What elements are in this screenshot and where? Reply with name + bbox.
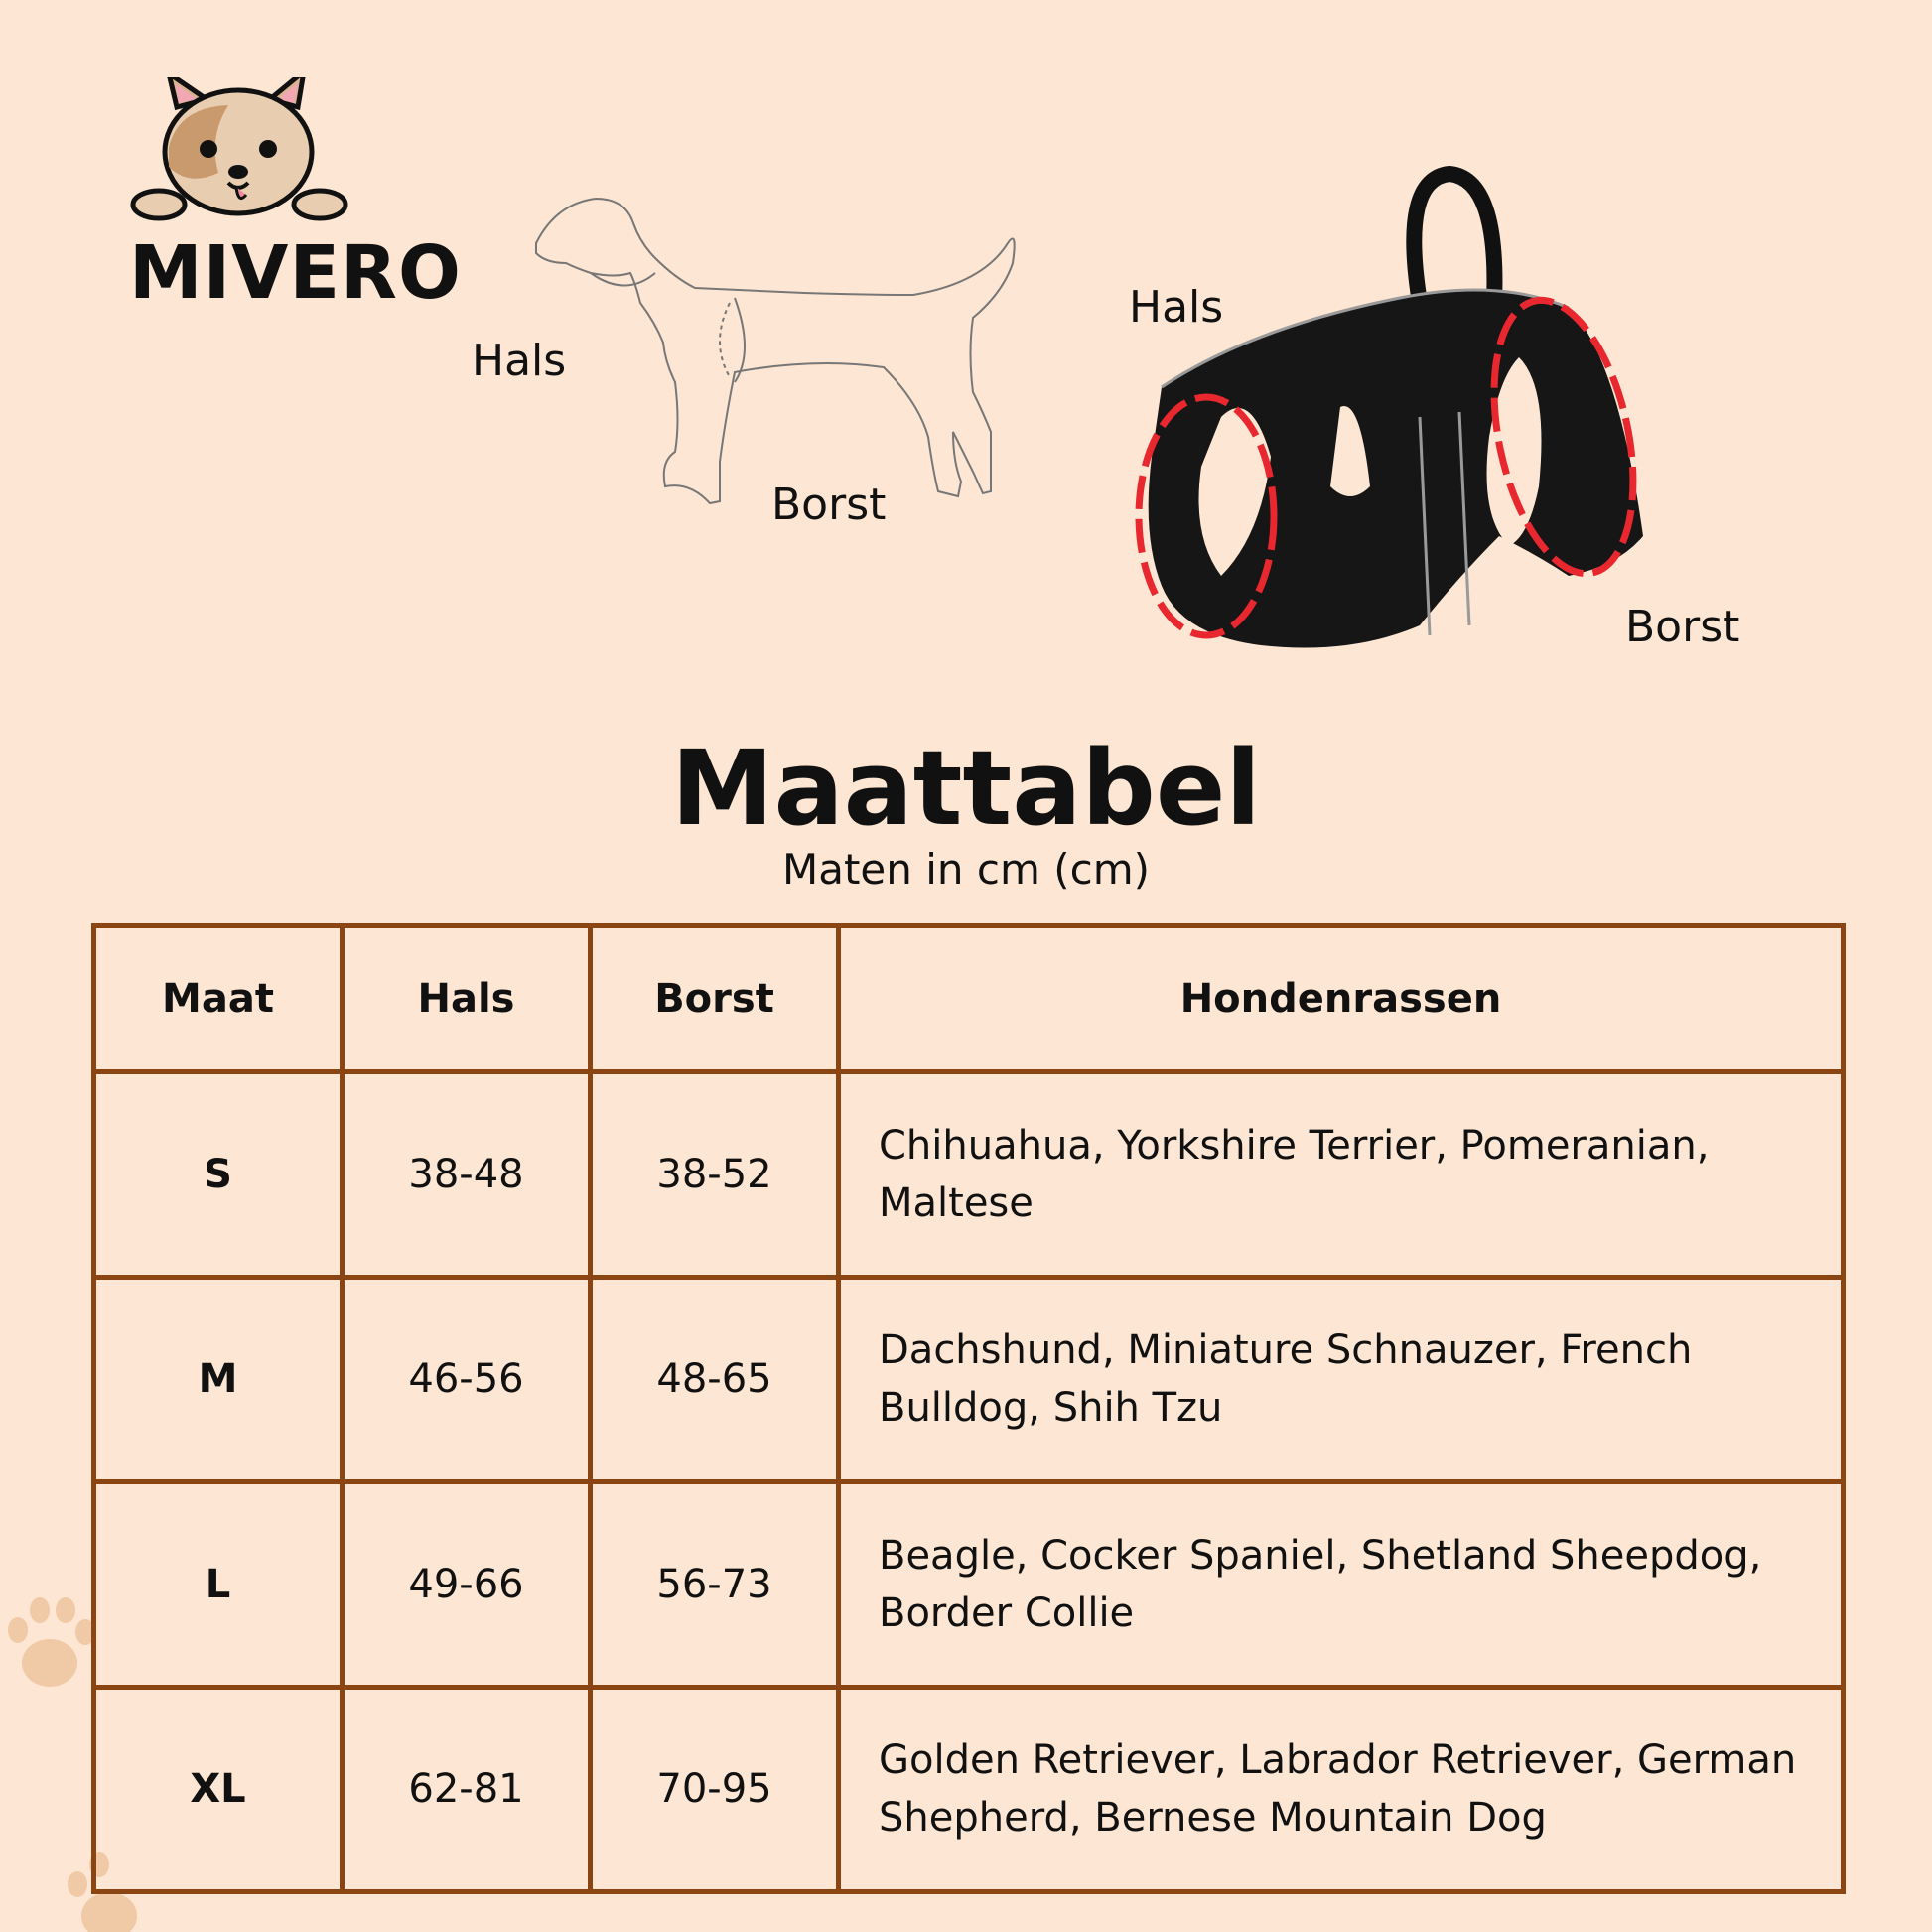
dog-outline-illustration: [516, 184, 1033, 640]
table-row: [94, 1277, 1844, 1482]
table-header-row: [94, 926, 1844, 1072]
page-title: Maattabel: [670, 728, 1262, 849]
neck-cell: 49-66: [343, 1482, 591, 1688]
table-row: [94, 1687, 1844, 1892]
brand-name: MIVERO: [129, 230, 462, 316]
size-cell: S: [94, 1072, 343, 1278]
neck-cell: 38-48: [343, 1072, 591, 1278]
size-cell: L: [94, 1482, 343, 1688]
brand-logo: [129, 77, 462, 316]
header-size: Maat: [94, 926, 343, 1072]
dog-neck-label: Hals: [472, 336, 567, 386]
chest-cell: 70-95: [591, 1687, 839, 1892]
chest-cell: 38-52: [591, 1072, 839, 1278]
size-cell: M: [94, 1277, 343, 1482]
harness-illustration: [1102, 159, 1658, 665]
size-table: [91, 923, 1846, 1894]
header-chest: Borst: [591, 926, 839, 1072]
dog-mascot-icon: [129, 77, 417, 246]
harness-chest-label: Borst: [1625, 602, 1740, 652]
breeds-cell: Beagle, Cocker Spaniel, Shetland Sheepdog, Border Collie: [839, 1482, 1844, 1688]
table-row: [94, 1482, 1844, 1688]
chest-cell: 56-73: [591, 1482, 839, 1688]
header-neck: Hals: [343, 926, 591, 1072]
harness-neck-label: Hals: [1129, 282, 1224, 333]
table-row: [94, 1072, 1844, 1278]
header-breeds: Hondenrassen: [839, 926, 1844, 1072]
breeds-cell: Dachshund, Miniature Schnauzer, French Bulldog, Shih Tzu: [839, 1277, 1844, 1482]
breeds-cell: Golden Retriever, Labrador Retriever, German Shepherd, Bernese Mountain Dog: [839, 1687, 1844, 1892]
dog-chest-label: Borst: [771, 480, 887, 530]
size-cell: XL: [94, 1687, 343, 1892]
breeds-cell: Chihuahua, Yorkshire Terrier, Pomeranian, Maltese: [839, 1072, 1844, 1278]
neck-cell: 62-81: [343, 1687, 591, 1892]
chest-cell: 48-65: [591, 1277, 839, 1482]
page-subtitle: Maten in cm (cm): [781, 845, 1151, 894]
neck-cell: 46-56: [343, 1277, 591, 1482]
